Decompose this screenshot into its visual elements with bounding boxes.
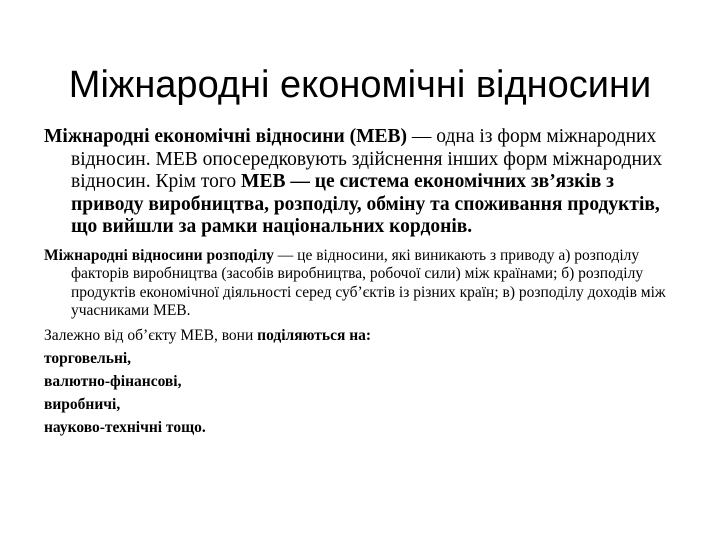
list-item-finance — [44, 373, 680, 391]
distribution-text: — це відносини, які виникають з приводу а) розподілу факторів виробництва (засобів виробництва, робочої сили) між країнами; б) розподілу продуктів економічної діяльності серед суб’єктів із різних країн; в) розподілу доходів між учасниками МЕВ. — [71, 246, 666, 320]
definition-paragraph — [44, 126, 680, 239]
list-item-text: торговельні, — [44, 349, 132, 367]
slide-title: Міжнародні економічні відносини — [68, 64, 652, 107]
list-item-text: науково-технічні тощо. — [44, 418, 206, 436]
list-item-trade — [44, 350, 680, 368]
list-item-science — [44, 419, 680, 437]
classification-text: Залежно від об’єкту МЕВ, вони — [44, 326, 258, 344]
distribution-term: Міжнародні відносини розподілу — [44, 246, 274, 264]
definition-term: Міжнародні економічні відносини (МЕВ) — [44, 126, 408, 147]
list-item-text: валютно-фінансові, — [44, 372, 182, 390]
classification-bold: поділяються на: — [257, 326, 372, 344]
list-item-text: виробничі, — [44, 395, 121, 413]
definition-bold-tail: МЕВ — це система економічних зв’язків з приводу виробництва, розподілу, обміну та споживання продуктів, що вийшли за рамки національних кордонів. — [71, 171, 660, 238]
list-item-production — [44, 396, 680, 414]
definition-text: — одна із форм міжнародних відносин. МЕВ опосередковують здійснення інших форм міжнародних відносин. Крім того — [71, 126, 663, 193]
classification-paragraph — [44, 327, 680, 345]
distribution-paragraph — [44, 247, 680, 321]
slide-body — [44, 126, 680, 442]
